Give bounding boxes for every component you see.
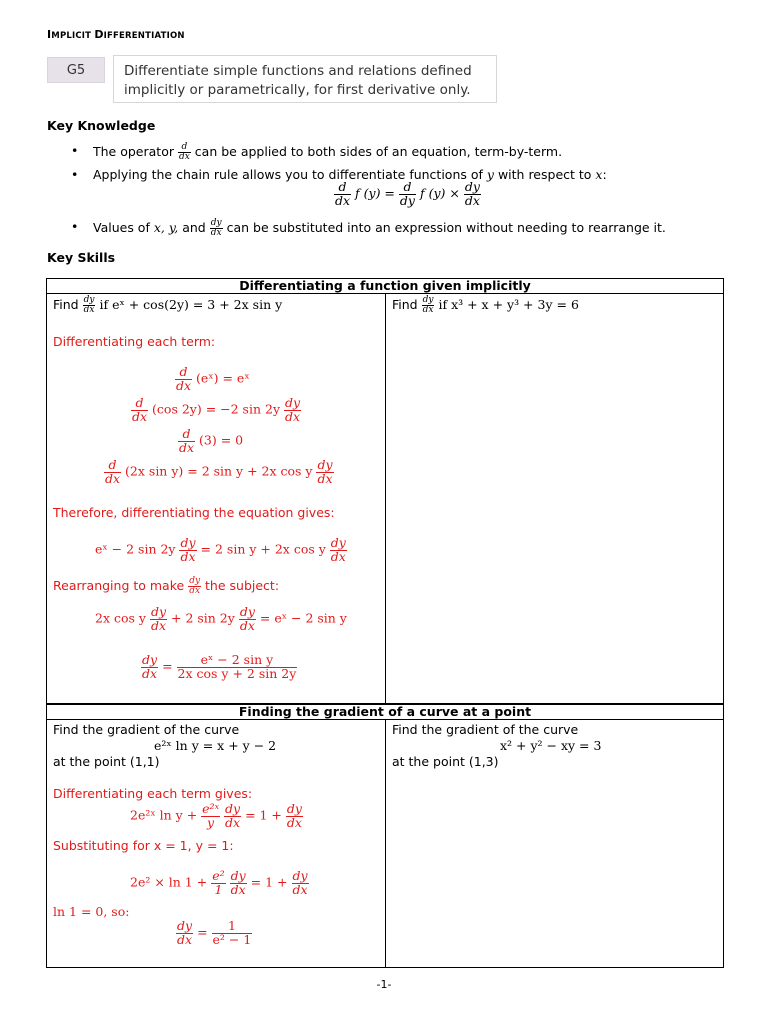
key-knowledge-heading: Key Knowledge (47, 118, 156, 133)
solution-1-rearrange-label: Rearranging to make $\frac{dy}{dx}$ the subject: (53, 576, 280, 596)
solution-1-term-4: $\frac{d}{dx}$ (2x sin y) = 2 sin y + 2x cos y $\frac{dy}{dx}$ (105, 457, 333, 486)
knowledge-bullet-3: • Values of x, y, and $\frac{dy}{dx}$ can be substituted into an expression without needing to rearrange it. (71, 218, 666, 238)
knowledge-bullet-2: • Applying the chain rule allows you to differentiate functions of y with respect to x: (71, 167, 607, 182)
solution-3-ln-note: ln 1 = 0, so: (53, 904, 130, 919)
solution-1-result: $\frac{dy}{dx}$ = $\frac{\text{eˣ − 2 sin y}}{\text{2x cos y + 2 sin 2y}}$ (142, 652, 297, 681)
question-3-point: at the point (1,1) (53, 754, 160, 769)
spec-line-2: implicitly or parametrically, for first derivative only. (124, 82, 471, 98)
solution-3-step-label: Differentiating each term gives: (53, 786, 253, 801)
solution-3-result: $\frac{dy}{dx}$ = $\frac{1}{\text{e² − 1}}$ (177, 918, 252, 947)
knowledge-bullet-1: • The operator $\frac{d}{dx}$ can be applied to both sides of an equation, term-by-term. (71, 142, 563, 162)
solution-1-step-label: Differentiating each term: (53, 334, 216, 349)
section-1-title: Differentiating a function given implicitly (239, 278, 531, 293)
question-4-text: Find the gradient of the curve (392, 722, 579, 737)
key-skills-heading: Key Skills (47, 250, 116, 265)
page-title: IMPLICIT DIFFERENTIATION (47, 28, 185, 41)
solution-1-term-2: $\frac{d}{dx}$ (cos 2y) = −2 sin 2y $\frac{dy}{dx}$ (132, 395, 301, 424)
solution-1-therefore: Therefore, differentiating the equation gives: (53, 505, 335, 520)
spec-line-1: Differentiate simple functions and relations defined (124, 63, 472, 79)
table-divider (385, 293, 386, 704)
spec-code-badge: G5 (47, 57, 105, 83)
question-3-equation: e²ˣ ln y = x + y − 2 (154, 738, 277, 753)
solution-3-differentiated: 2e²ˣ ln y + $\frac{\text{e²ˣ}}{y}$ $\frac{dy}{dx}$ = 1 + $\frac{dy}{dx}$ (130, 801, 302, 830)
solution-1-differentiated-equation: eˣ − 2 sin 2y $\frac{dy}{dx}$ = 2 sin y + 2x cos y $\frac{dy}{dx}$ (95, 535, 346, 564)
spec-description (113, 55, 497, 103)
solution-1-term-1: $\frac{d}{dx}$ (eˣ) = eˣ (176, 364, 250, 393)
question-1: Find $\frac{dy}{dx}$ if eˣ + cos(2y) = 3 + 2x sin y (53, 295, 283, 315)
chain-rule-formula: $\frac{d}{dx}$ f (y) = $\frac{d}{dy}$ f (y) × $\frac{dy}{dx}$ (335, 179, 480, 208)
solution-3-substitute-label: Substituting for x = 1, y = 1: (53, 838, 234, 853)
d-dx-operator: $\frac{d}{dx}$ (178, 142, 190, 162)
question-4-equation: x² + y² − xy = 3 (500, 738, 602, 753)
solution-1-term-3: $\frac{d}{dx}$ (3) = 0 (179, 426, 244, 455)
table-divider (385, 719, 386, 968)
question-4-point: at the point (1,3) (392, 754, 499, 769)
section-2-title: Finding the gradient of a curve at a point (238, 704, 532, 719)
question-2: Find $\frac{dy}{dx}$ if x³ + x + y³ + 3y = 6 (392, 295, 579, 315)
solution-3-substituted: 2e² × ln 1 + $\frac{\text{e²}}{1}$ $\frac{dy}{dx}$ = 1 + $\frac{dy}{dx}$ (130, 868, 308, 897)
solution-1-rearranged: 2x cos y $\frac{dy}{dx}$ + 2 sin 2y $\frac{dy}{dx}$ = eˣ − 2 sin y (95, 604, 347, 633)
question-3-text: Find the gradient of the curve (53, 722, 240, 737)
page-number: -1- (376, 978, 392, 991)
